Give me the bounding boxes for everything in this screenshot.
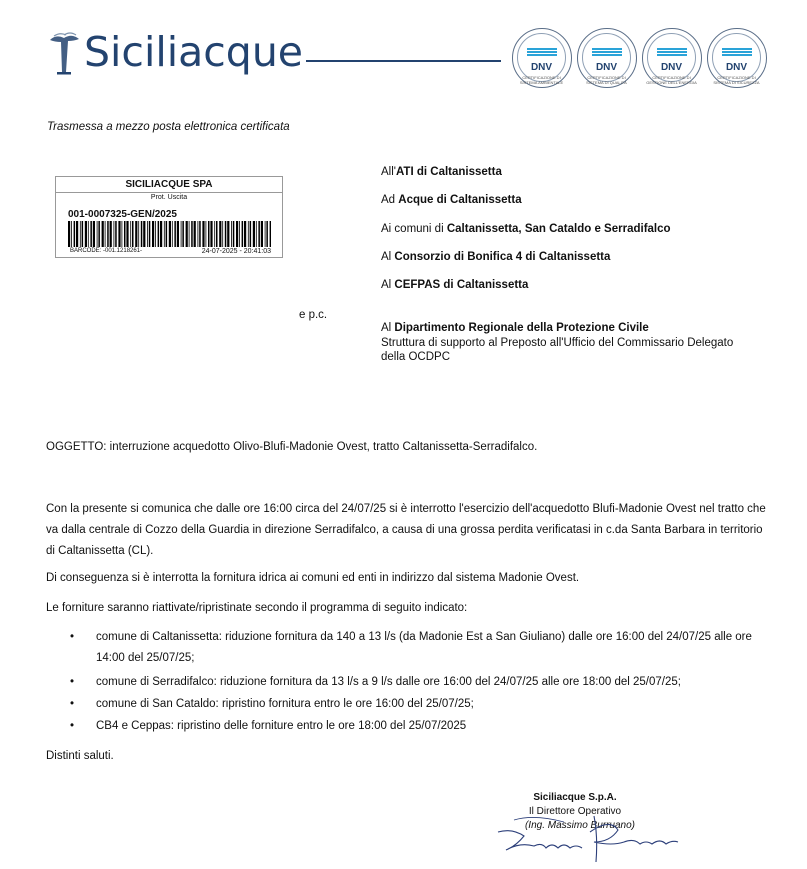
barcode-label: BARCODE: -001.1218261- xyxy=(70,248,143,254)
closing: Distinti saluti. xyxy=(46,750,114,762)
stamp-company: SICILIACQUE SPA xyxy=(125,179,213,190)
stamp-type: Prot. Uscita xyxy=(150,194,188,201)
body-paragraph: Con la presente si comunica che dalle ore 16:00 circa del 24/07/25 si è interrotto l'esercizio dell'acquedotto Blufi-Madonie Ovest nel tratto che va dalla centrale di Cozzo della Guardia in direzione Serradifalco, a causa di una grossa perdita verificatasi in c.da Santa Barbara in territorio di Caltanissetta (CL). xyxy=(46,503,766,557)
certification-badge: DNV CERTIFICAZIONE DI GESTIONE DELL'ENERGIA xyxy=(642,28,702,88)
signature-role: Il Direttore Operativo xyxy=(528,806,622,817)
siciliacque-logo-icon xyxy=(46,32,82,76)
bullet-icon: • xyxy=(70,698,75,710)
list-item: comune di Caltanissetta: riduzione fornitura da 140 a 13 l/s (da Madonie Est a San Giuliano) dalle ore 16:00 del 24/07/25 alle ore 14:00 del 25/07/25; xyxy=(96,631,752,664)
transmission-note: Trasmessa a mezzo posta elettronica certificata xyxy=(47,121,290,133)
barcode xyxy=(68,221,271,247)
recipient: Ad Acque di Caltanissetta xyxy=(381,194,522,206)
body-paragraph: Di conseguenza si è interrotta la fornitura idrica ai comuni ed enti in indirizzo dal sistema Madonie Ovest. xyxy=(46,572,580,584)
signature-name: (Ing. Massimo Burruano) xyxy=(524,820,636,831)
subject-line: OGGETTO: interruzione acquedotto Olivo-Blufi-Madonie Ovest, tratto Caltanissetta-Serradifalco. xyxy=(46,441,538,453)
bullet-icon: • xyxy=(70,631,75,643)
bullet-icon: • xyxy=(70,676,75,688)
recipient: Al CEFPAS di Caltanissetta xyxy=(381,279,529,291)
cc-recipient-line: Struttura di supporto al Preposto all'Ufficio del Commissario Delegato xyxy=(381,337,734,349)
protocol-stamp xyxy=(55,176,283,258)
recipient: All'ATI di Caltanissetta xyxy=(381,166,502,178)
cc-label: e p.c. xyxy=(299,309,328,321)
bullet-icon: • xyxy=(70,720,75,732)
list-item: comune di San Cataldo: ripristino fornitura entro le ore 16:00 del 25/07/25; xyxy=(96,698,474,710)
header-rule xyxy=(306,60,501,62)
handwritten-signature xyxy=(494,812,684,864)
list-item: comune di Serradifalco: riduzione fornitura da 13 l/s a 9 l/s dalle ore 16:00 del 24/07/25 alle ore 18:00 del 25/07/25; xyxy=(96,676,681,688)
company-logo-text: Siciliacque xyxy=(84,28,304,76)
protocol-datetime: 24-07-2025 - 20:41:03 xyxy=(201,248,271,255)
certification-badge: DNV CERTIFICAZIONE DI SISTEMA AMBIENTALE xyxy=(512,28,572,88)
recipient: Ai comuni di Caltanissetta, San Cataldo e Serradifalco xyxy=(381,223,671,235)
letterhead xyxy=(0,0,807,100)
cc-recipient: Al Dipartimento Regionale della Protezione Civile xyxy=(381,322,649,334)
cc-recipient-line: della OCDPC xyxy=(381,351,451,363)
body-paragraph: Le forniture saranno riattivate/ripristinate secondo il programma di seguito indicato: xyxy=(46,602,468,614)
certification-caption: CERTIFICAZIONE DI SISTEMA AMBIENTALE xyxy=(519,75,564,85)
certification-caption: CERTIFICAZIONE DI SISTEMA DI QUALITÀ xyxy=(586,75,627,85)
certification-badge: DNV CERTIFICAZIONE DI SISTEMA DI SICUREZZA xyxy=(707,28,767,88)
certification-caption: CERTIFICAZIONE DI SISTEMA DI SICUREZZA xyxy=(713,75,760,85)
list-item: CB4 e Ceppas: ripristino delle forniture entro le ore 18:00 del 25/07/2025 xyxy=(96,720,467,732)
recipient: Al Consorzio di Bonifica 4 di Caltanissetta xyxy=(381,251,611,263)
certification-badge: DNV CERTIFICAZIONE DI SISTEMA DI QUALITÀ xyxy=(577,28,637,88)
signature-company: Siciliacque S.p.A. xyxy=(533,792,617,803)
certification-caption: CERTIFICAZIONE DI GESTIONE DELL'ENERGIA xyxy=(646,75,697,85)
protocol-number: 001-0007325-GEN/2025 xyxy=(68,209,177,220)
